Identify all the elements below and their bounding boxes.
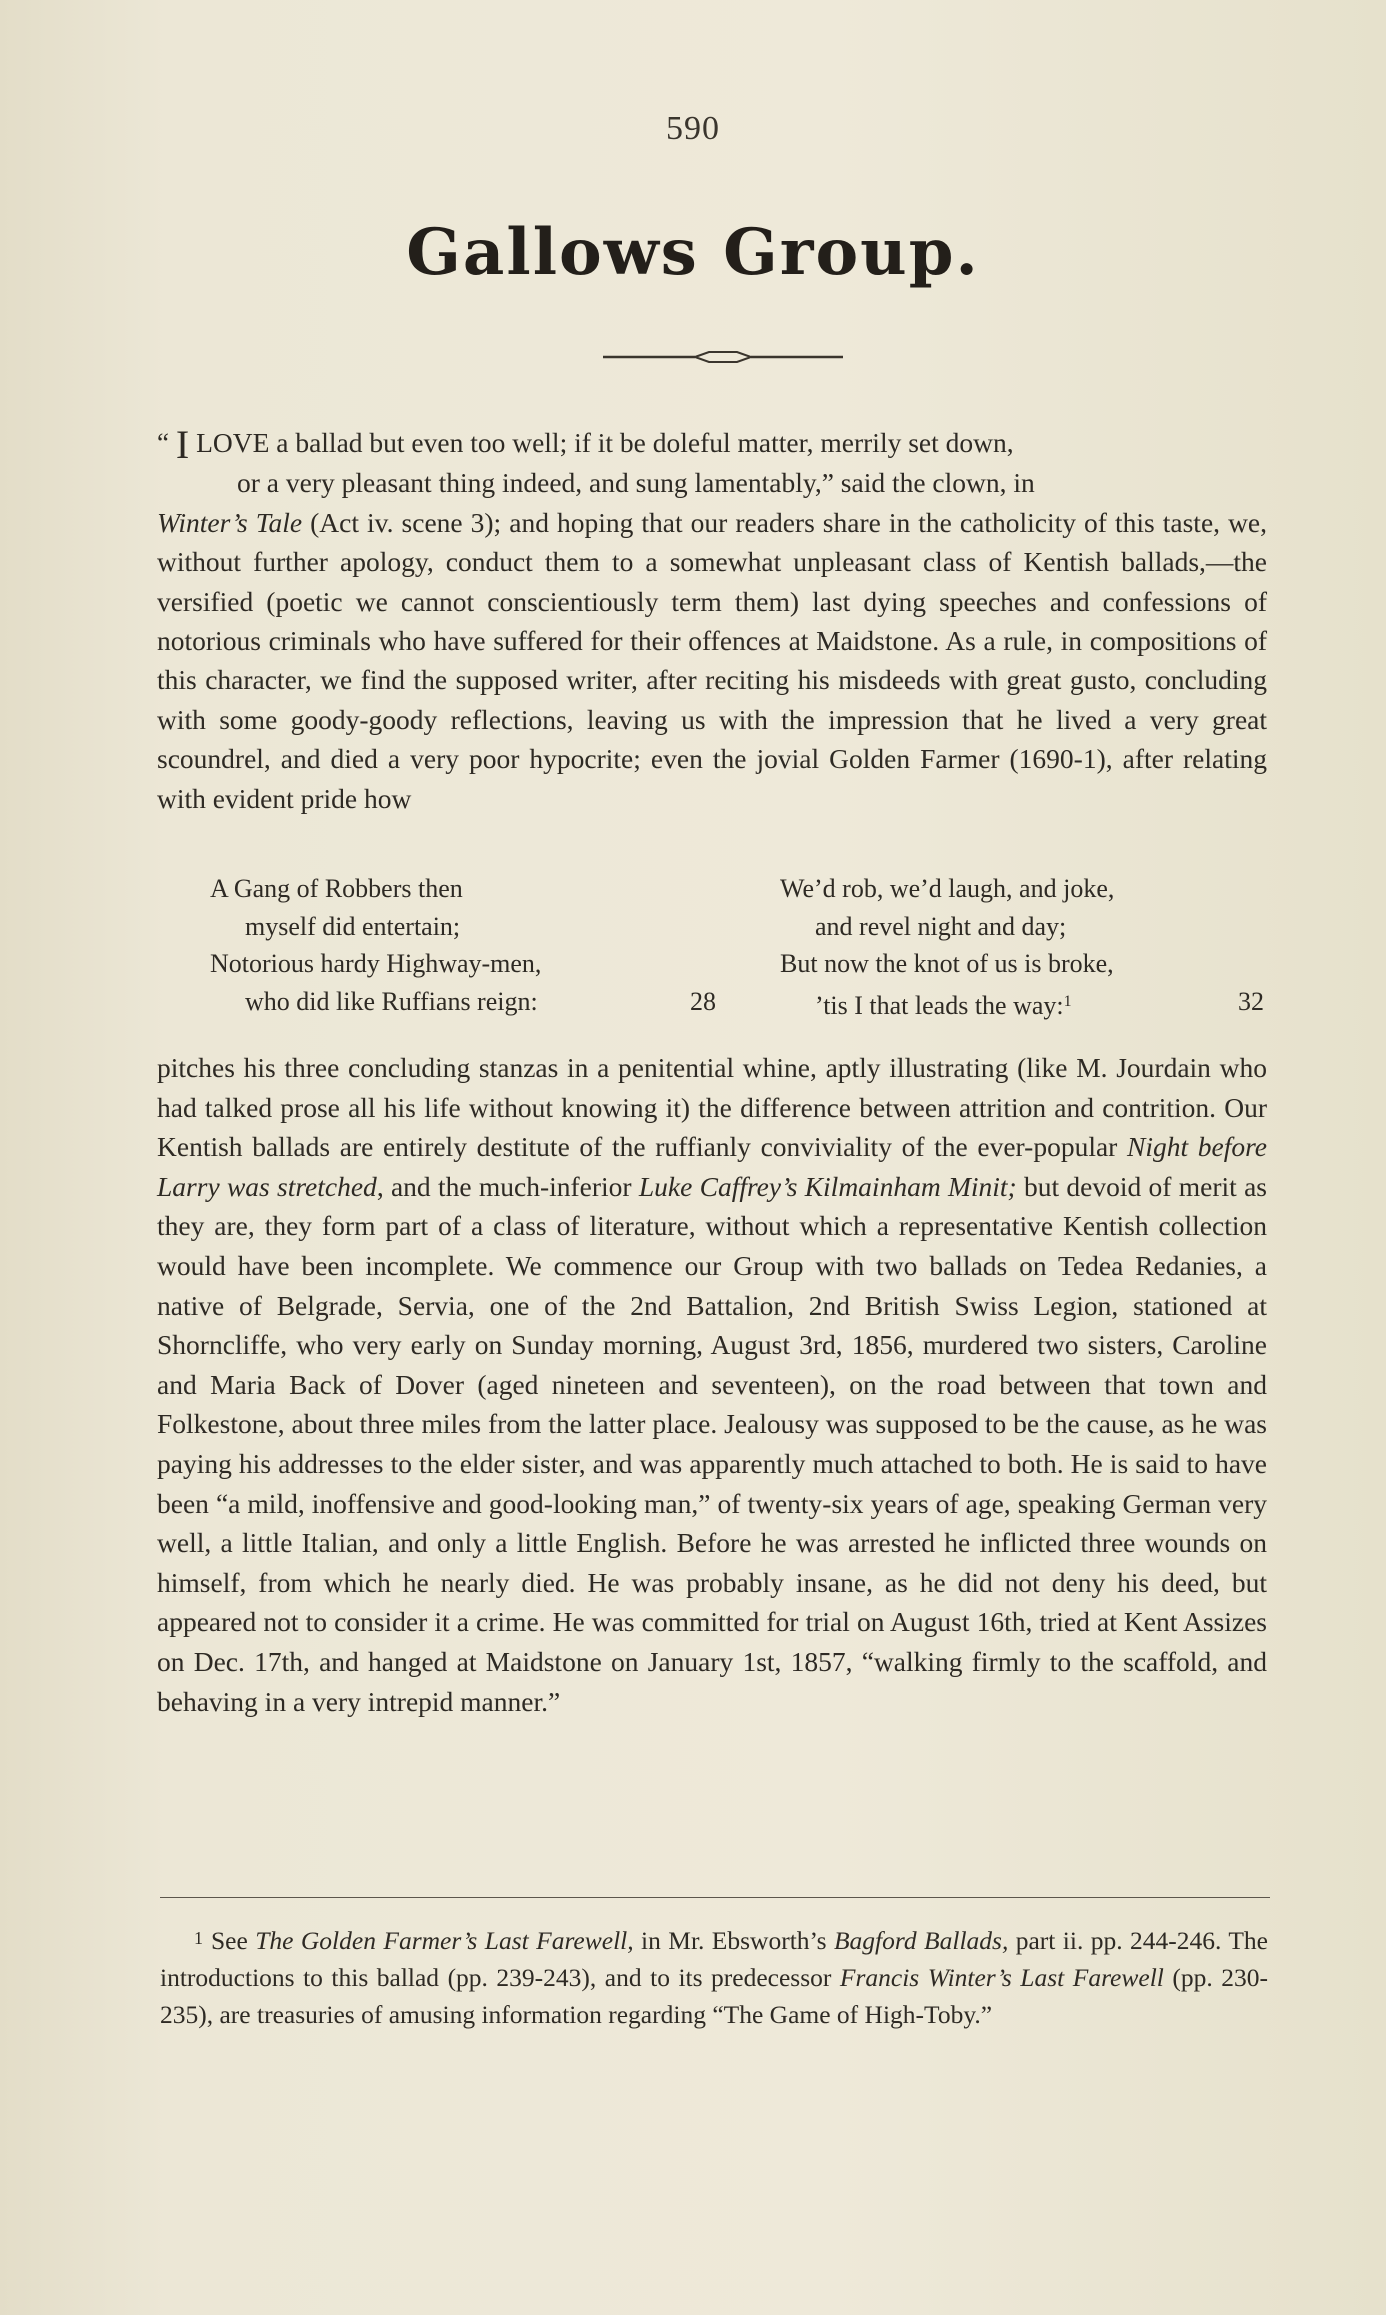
verse-line: and revel night and day; [815, 911, 1067, 941]
opening-quote: “ [157, 428, 169, 458]
page-number: 590 [666, 110, 720, 147]
intro-paragraph [157, 423, 1267, 818]
footnote-reference: 1 [1063, 992, 1072, 1010]
footnote-text: See [211, 1926, 256, 1955]
footnote-italic: Francis Winter’s Last Farewell [839, 1963, 1164, 1992]
verse-stanza-right [780, 870, 1300, 1024]
footnote-text: in Mr. Ebsworth’s [633, 1926, 834, 1955]
footnote-divider [160, 1897, 1270, 1898]
verse-line: Notorious hardy Highway-men, [210, 949, 542, 978]
verse-line: A Gang of Robbers then [210, 874, 463, 903]
footnote-marker: 1 [194, 1928, 203, 1948]
verse-line: We’d rob, we’d laugh, and joke, [780, 874, 1115, 903]
drop-cap: I [175, 422, 190, 467]
verse-line-text: ’tis I that leads the way: [815, 990, 1064, 1020]
intro-line-2: or a very pleasant thing indeed, and sung lamentably,” said the clown, in [237, 467, 1035, 499]
verse-stanza-left [210, 870, 730, 1020]
footnote-text: part ii. pp. 244-246. The introductions to this ballad (pp. 239-243), and to its predecessor [160, 1926, 1268, 1992]
verse-line: But now the knot of us is broke, [780, 949, 1114, 978]
main-text: , and the much-inferior [376, 1170, 639, 1202]
intro-line-1: LOVE a ballad but even too well; if it be doleful matter, merrily set down, [189, 427, 1014, 458]
intro-body-text: (Act iv. scene 3); and hoping that our readers share in the catholicity of this taste, we, without further apology, conduct them to a somewhat unpleasant class of Kentish ballads,—the versified (poetic we cannot conscientiously term them) last dying speeches and confessions of notorious criminals who have suffered for their offences at Maidstone. As a rule, in compositions of this character, we find the supposed writer, after reciting his misdeeds with great gusto, concluding with some goody-goody reflections, leaving us with the impression that he lived a very great scoundrel, and died a very poor hypocrite; even the jovial Golden Farmer (1690-1), after relating with evident pride how [157, 506, 1268, 814]
footnote-italic: The Golden Farmer’s Last Farewell, [255, 1926, 634, 1955]
verse-line: myself did entertain; [245, 911, 461, 941]
main-text: pitches his three concluding stanzas in a penitential whine, aptly illustrating (like M. Jourdain who had talked prose all his life without knowing it) the difference between attrition and contrition. Our Kentish ballads are entirely destitute of the ruffianly conviviality of the ever-popular [157, 1052, 1267, 1163]
verse-line [780, 983, 1300, 1025]
verse-line [210, 983, 730, 1021]
main-paragraph [157, 1048, 1267, 1721]
line-number: 32 [1238, 986, 1264, 1016]
ornament-divider-icon [603, 345, 843, 369]
intro-body [157, 503, 1267, 818]
footnote [160, 1920, 1268, 2033]
italic-ballad-title: Luke Caffrey’s Kilmainham Minit; [638, 1170, 1017, 1202]
line-number: 28 [690, 986, 716, 1016]
italic-ballad-title: Night before Larry was stretched [157, 1131, 1267, 1202]
verse-line-text: who did like Ruffians reign: [245, 986, 538, 1016]
italic-title-winters-tale: Winter’s Tale [157, 506, 303, 538]
footnote-text: (pp. 230-235), are treasuries of amusing information regarding “The Game of High-Toby.” [160, 1963, 1268, 2029]
footnote-italic: Bagford Ballads, [833, 1926, 1009, 1955]
main-text: but devoid of merit as they are, they form part of a class of literature, without which a representative Kentish collection would have been incomplete. We commence our Group with two ballads on Tedea Redanies, a native of Belgrade, Servia, one of the 2nd Battalion, 2nd British Swiss Legion, stationed at Shorncliffe, who very early on Sunday morning, August 3rd, 1856, murdered two sisters, Caroline and Maria Back of Dover (aged nineteen and seventeen), on the road between that town and Folkestone, about three miles from the latter place. Jealousy was supposed to be the cause, as he was paying his addresses to the elder sister, and was apparently much attached to both. He is said to have been “a mild, inoffensive and good-looking man,” of twenty-six years of age, speaking German very well, a little Italian, and only a little English. Before he was arrested he inflicted three wounds on himself, from which he nearly died. He was probably insane, as he did not deny his deed, but appeared not to consider it a crime. He was committed for trial on August 16th, tried at Kent Assizes on Dec. 17th, and hanged at Maidstone on January 1st, 1857, “walking firmly to the scaffold, and behaving in a very intrepid manner.” [157, 1170, 1267, 1717]
page-title: Gallows Group. [406, 215, 980, 290]
